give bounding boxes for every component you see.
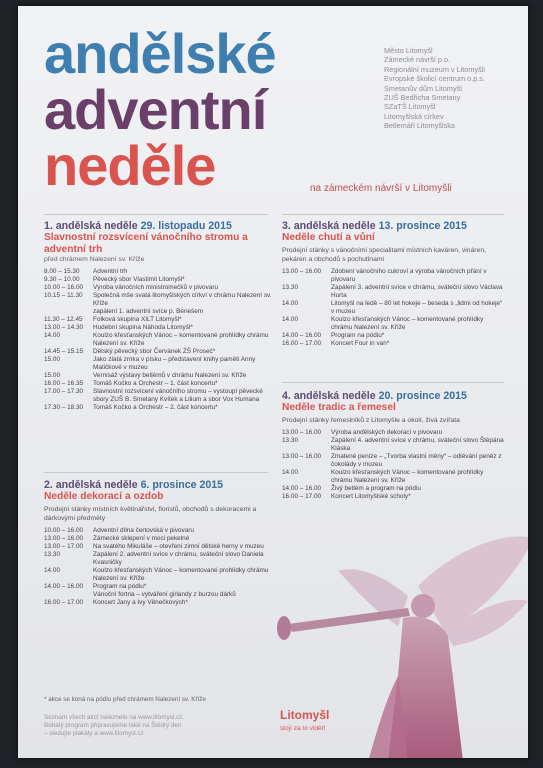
event-row xyxy=(44,372,272,380)
angel-trumpet-icon xyxy=(258,526,528,758)
section-heading: 4. andělská neděle 20. prosince 2015 xyxy=(282,390,467,402)
event-text: Zapálení 3. adventní svíce v chrámu, sváteční slovo Václava Hurta xyxy=(331,283,503,299)
event-text: Pěvecký sbor Vlastimil Litomyšl* xyxy=(93,276,185,283)
event-text: Adventní trh xyxy=(93,268,128,275)
divider xyxy=(44,214,268,215)
event-row xyxy=(44,348,272,356)
event-row xyxy=(44,276,272,284)
event-row xyxy=(44,591,272,599)
event-text: Hudební skupina Náhoda Litomyšl* xyxy=(93,324,193,331)
event-text: Program na pódiu* xyxy=(93,582,147,590)
event-list xyxy=(282,429,504,501)
partner-item: Zámecké návrší p.o. xyxy=(384,55,451,65)
event-text: Koncert Jany a Ivy Věnečkových* xyxy=(93,598,188,606)
event-time: 13.00 – 16.00 xyxy=(282,267,322,275)
event-time: 16.00 – 17.00 xyxy=(282,492,322,500)
title-line-1: andělské xyxy=(44,22,276,85)
event-text: Výroba andělských dekorací v pivovaru xyxy=(331,428,443,436)
section-intro: Prodejní stánky řemeslníků z Litomyšle a okolí, živá zvířata xyxy=(282,416,460,424)
event-row xyxy=(282,485,504,493)
event-text: Folková skupina XILT Litomyšl* xyxy=(93,316,182,323)
event-time: 14.00 xyxy=(282,299,298,307)
event-time: 13.00 – 16.00 xyxy=(282,428,322,436)
stage-note: * akce se koná na pódiu před chrámem Nalezení sv. Kříže xyxy=(44,696,206,703)
brand-slogan: stojí za to vidět! xyxy=(280,725,326,732)
event-row xyxy=(44,268,272,276)
event-row xyxy=(44,388,272,404)
event-time xyxy=(44,591,93,599)
brand-logo: Litomyšl xyxy=(280,708,330,722)
event-time: 14.00 xyxy=(282,468,298,476)
partner-item: Město Litomyšl xyxy=(384,46,433,55)
event-row xyxy=(282,493,504,501)
section-theme: Neděle dekorací a ozdob xyxy=(44,491,164,502)
event-time: 13.00 – 16.00 xyxy=(282,452,322,460)
event-time: 10.00 – 16.00 xyxy=(44,526,84,534)
event-time: 13.30 xyxy=(44,550,60,558)
event-time: 13.30 xyxy=(282,283,298,291)
event-time: 14.45 – 15.15 xyxy=(44,348,84,355)
section-intro: Prodejní stánky s vánočními specialitami místních kaváren, vináren, pekáren a obchodů s pochutinami xyxy=(282,246,486,263)
event-row xyxy=(44,308,272,316)
poster-subtitle: na zámeckém návrší v Litomyšli xyxy=(310,183,452,194)
event-row xyxy=(44,543,272,551)
event-time: 14.00 xyxy=(44,566,60,574)
event-time: 13.00 – 17.00 xyxy=(44,542,84,550)
event-text: Výroba vánočních ministromečků v pivovaru xyxy=(93,284,219,291)
section-sunday-1 xyxy=(44,220,272,412)
event-text: Litomyšl na ledě – 80 let hokeje – beseda s „lidmi od hokeje“ v muzeu xyxy=(331,299,503,315)
event-time: 10.15 – 11.30 xyxy=(44,292,83,299)
event-row xyxy=(44,527,272,535)
event-text: Zapálení 2. adventní svíce v chrámu, sváteční slovo Daniela Kvasničky xyxy=(93,550,264,566)
section-sunday-3 xyxy=(282,220,504,348)
title-line-2: adventní xyxy=(44,78,267,141)
event-time: 17.30 – 18.30 xyxy=(44,404,84,411)
event-time: 14.00 xyxy=(282,315,298,323)
partner-item: Evropské školicí centrum o.p.s. xyxy=(384,74,485,84)
section-heading: 1. andělská neděle 29. listopadu 2015 xyxy=(44,220,232,232)
partner-item: ZUŠ Bedřicha Smetany xyxy=(384,93,461,103)
event-text: zapálení 1. adventní svíce p. Benešem xyxy=(93,308,204,315)
divider xyxy=(44,472,268,473)
section-place: před chrámem Nalezení sv. Kříže xyxy=(44,256,145,263)
partner-item: Smetanův dům Litomyšl xyxy=(384,83,462,93)
event-text: Program na pódiu* xyxy=(331,331,385,339)
event-row xyxy=(44,567,272,583)
event-text: Koulzo křesťanských Vánoc – komentované prohlídky chrámu Nalezení sv. Kříže xyxy=(93,332,269,347)
event-text: Adventní dílna čertovská v pivovaru xyxy=(93,526,194,534)
section-intro: Prodejní stánky místních květinářství, floristů, obchodů s dekoracemi a dárkovými předměty xyxy=(44,505,257,522)
event-row xyxy=(44,284,272,292)
event-time: 14.00 xyxy=(44,332,60,339)
event-row xyxy=(44,324,272,332)
event-list xyxy=(44,527,272,607)
event-time: 16.00 – 16.35 xyxy=(44,380,84,387)
poster xyxy=(18,6,528,758)
event-row xyxy=(44,316,272,324)
event-time: 9.30 – 10.00 xyxy=(44,276,80,283)
event-row xyxy=(282,469,504,485)
event-time: 13.00 – 14.30 xyxy=(44,324,84,331)
event-text: Živý betlém a program na pódiu xyxy=(331,484,421,492)
event-row xyxy=(282,300,504,316)
event-row xyxy=(282,453,504,469)
event-text: Dětský pěvecký sbor Červánek ZŠ Proseč* xyxy=(93,348,216,355)
event-text: Slavnostní rozsvícení vánočního stromu – vystoupí pěvecké sbory ZUŠ B. Smetany Kvítek a Lilium a sbor Vox Humana xyxy=(93,388,263,403)
section-theme: Neděle chutí a vůní xyxy=(282,232,375,243)
partner-item: SZaTŠ Litomyšl xyxy=(384,102,436,112)
partner-list xyxy=(384,46,485,131)
event-text: Vernisáž výstavy betlémů v chrámu Nalezení sv. Kříže xyxy=(93,372,247,379)
event-text: Jako zlatá zrnka v písku – představení knihy paměti Anny Matičkové v muzeu xyxy=(93,356,256,371)
divider xyxy=(282,214,504,215)
event-text: Zámecké sklepení v moci pekelné xyxy=(93,534,190,542)
event-text: Koulzo křesťanských Vánoc – komentované prohlídky chrámu Nalezení sv. Kříže xyxy=(331,315,484,331)
event-time: 15.00 xyxy=(44,372,60,379)
event-time: 15.00 xyxy=(44,356,60,363)
section-heading: 2. andělská neděle 6. prosince 2015 xyxy=(44,479,224,491)
event-row xyxy=(282,316,504,332)
event-row xyxy=(282,437,504,453)
section-sunday-2 xyxy=(44,479,272,607)
partner-item: Regionální muzeum v Litomyšli xyxy=(384,64,485,74)
event-row xyxy=(44,535,272,543)
event-row xyxy=(44,583,272,591)
partner-item: Litomyšlská církev xyxy=(384,111,444,121)
event-text: Zapálení 4. adventní svíce v chrámu, sváteční slovo Štěpána Kláska xyxy=(331,436,504,452)
event-time: 13.30 xyxy=(282,436,298,444)
event-time: 8.00 – 15.30 xyxy=(44,268,80,275)
section-theme: Slavnostní rozsvícení vánočního stromu a adventní trh xyxy=(44,232,248,255)
event-time: 14.00 – 16.00 xyxy=(282,484,322,492)
event-row xyxy=(44,356,272,372)
event-text: Koulzo křesťanských Vánoc – komentované prohlídky chrámu Nalezení sv. Kříže xyxy=(93,566,269,582)
event-list xyxy=(282,268,504,348)
divider xyxy=(282,382,504,383)
event-text: Tomáš Kočko a Orchestr – 1. část koncertu* xyxy=(93,380,218,387)
section-sunday-4 xyxy=(282,390,504,501)
event-row xyxy=(44,404,272,412)
event-row xyxy=(282,429,504,437)
event-time: 16.00 – 17.00 xyxy=(44,598,84,606)
event-time: 16.00 – 17.00 xyxy=(282,339,322,347)
event-list xyxy=(44,268,272,412)
footer-info: Seznam všech akcí naleznete na www.litomysl.cz. Bohatý program připravujeme také na Štědrý den – sledujte plakáty a www.litomysl.cz xyxy=(44,714,184,737)
event-row xyxy=(282,332,504,340)
event-row xyxy=(282,268,504,284)
event-row xyxy=(44,332,272,348)
event-text: Společná mše svatá litomyšlských církví v chrámu Nalezení sv. Kříže xyxy=(93,292,272,307)
event-text: Vánoční fortna – vytváření girlandy z burzou dárků xyxy=(93,590,236,598)
event-text: Koncert Litomyšlské scholy* xyxy=(331,492,411,500)
event-text: Na svatého Mikuláše – otevření zimní dětské herny v muzeu xyxy=(93,542,264,550)
event-time: 14.00 – 16.00 xyxy=(282,331,322,339)
event-text: Tomáš Kočko a Orchestr – 2. část koncertu* xyxy=(93,404,218,411)
partner-item: Betlemáři Litomyšlska xyxy=(384,121,455,131)
title-line-3: neděle xyxy=(44,134,216,197)
event-text: Koncert Four in van* xyxy=(331,339,390,347)
event-row xyxy=(282,340,504,348)
event-time xyxy=(44,308,93,316)
event-time: 11.30 – 12.45 xyxy=(44,316,83,323)
section-heading: 3. andělská neděle 13. prosince 2015 xyxy=(282,220,467,232)
event-row xyxy=(44,292,272,308)
event-row xyxy=(44,599,272,607)
event-text: Zmatené peníze – „Tvorba vlastní měny“ – odlévání peněz z čokolády v muzeu xyxy=(331,452,502,468)
event-text: Zdobení vánočního cukroví a výroba vánočních přání v pivovaru xyxy=(331,267,487,283)
event-time: 13.00 – 16.00 xyxy=(44,534,84,542)
section-theme: Neděle tradic a řemesel xyxy=(282,402,396,413)
event-time: 10.00 – 16.00 xyxy=(44,284,84,291)
event-time: 17.00 – 17.30 xyxy=(44,388,84,395)
event-text: Koulzo křesťanských Vánoc – komentované prohlídky chrámu Nalezení sv. Kříže xyxy=(331,468,484,484)
event-row xyxy=(44,380,272,388)
event-row xyxy=(282,284,504,300)
event-time: 14.00 – 16.00 xyxy=(44,582,84,590)
event-row xyxy=(44,551,272,567)
